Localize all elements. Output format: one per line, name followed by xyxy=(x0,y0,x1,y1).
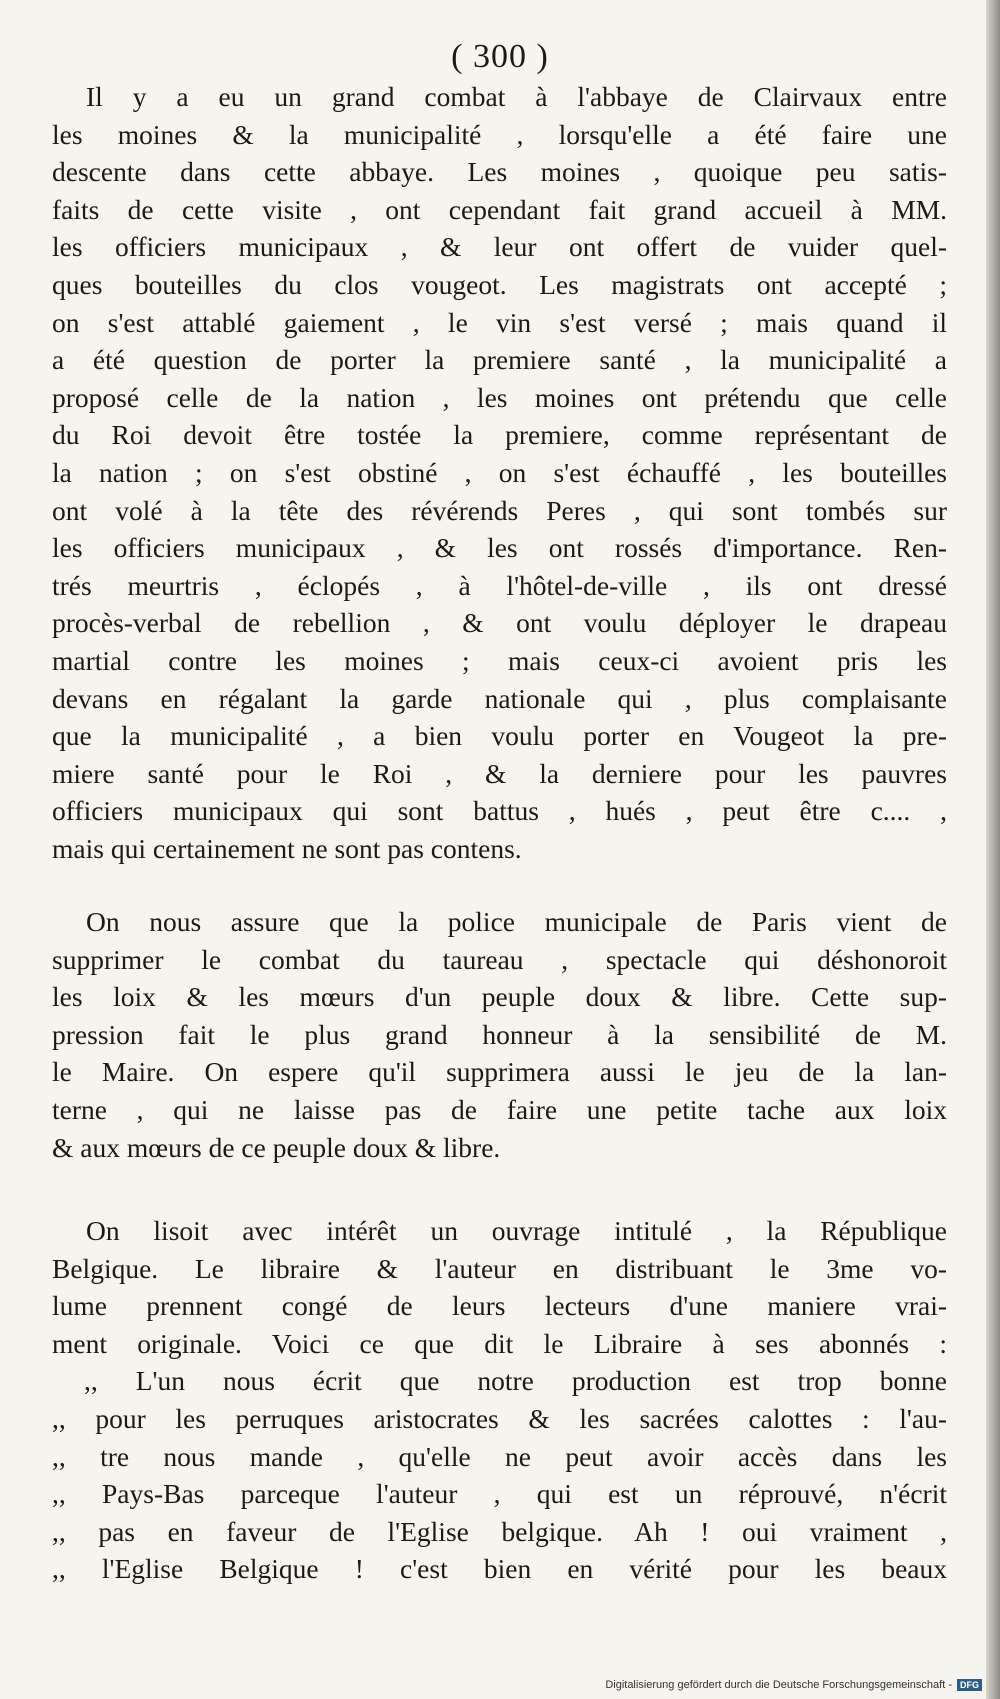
text-line: proposé celle de la nation , les moines ont prétendu que celle xyxy=(52,381,947,413)
text-line: procès-verbal de rebellion , & ont voulu déployer le drapeau xyxy=(52,607,947,639)
quote-line: ,, pas en faveur de l'Eglise belgique. Ah ! oui vraiment , xyxy=(52,1515,947,1547)
credit-text: Digitalisierung gefördert durch die Deutsche Forschungsgemeinschaft - xyxy=(605,1679,952,1691)
quote-line: ,, l'Eglise Belgique ! c'est bien en vérité pour les beaux xyxy=(52,1553,947,1585)
paragraph-republique-belgique xyxy=(52,1212,947,1588)
text-line: officiers municipaux qui sont battus , hués , peut être c.... , xyxy=(52,795,947,827)
page-edge-shadow xyxy=(986,0,1000,1699)
text-line: & aux mœurs de ce peuple doux & libre. xyxy=(52,1131,501,1163)
text-line: On lisoit avec intérêt un ouvrage intitulé , la République xyxy=(86,1215,947,1246)
text-line: ques bouteilles du clos vougeot. Les magistrats ont accepté ; xyxy=(52,268,947,300)
quote-line: ,, pour les perruques aristocrates & les sacrées calottes : l'au- xyxy=(52,1402,947,1434)
text-line: les loix & les mœurs d'un peuple doux & libre. Cette sup- xyxy=(52,981,947,1013)
text-line: le Maire. On espere qu'il supprimera aussi le jeu de la lan- xyxy=(52,1056,947,1088)
text-line: On nous assure que la police municipale de Paris vient de xyxy=(86,906,947,937)
text-line: trés meurtris , éclopés , à l'hôtel-de-ville , ils ont dressé xyxy=(52,569,947,601)
text-line: Il y a eu un grand combat à l'abbaye de Clairvaux entre xyxy=(86,81,947,112)
text-line: pression fait le plus grand honneur à la sensibilité de M. xyxy=(52,1018,947,1050)
text-line: supprimer le combat du taureau , spectacle qui déshonoroit xyxy=(52,943,947,975)
text-line: les moines & la municipalité , lorsqu'elle a été faire une xyxy=(52,118,947,150)
text-line: martial contre les moines ; mais ceux-ci avoient pris les xyxy=(52,644,947,676)
quote-line: ,, Pays-Bas parceque l'auteur , qui est un réprouvé, n'écrit xyxy=(52,1478,947,1510)
text-line: que la municipalité , a bien voulu porter en Vougeot la pre- xyxy=(52,720,947,752)
text-line: du Roi devoit être tostée la premiere, comme représentant de xyxy=(52,419,947,451)
dfg-logo-icon: DFG xyxy=(957,1679,982,1691)
paragraph-clairvaux xyxy=(52,78,947,867)
text-line: ment originale. Voici ce que dit le Libraire à ses abonnés : xyxy=(52,1327,947,1359)
text-line: mais qui certainement ne sont pas contens. xyxy=(52,832,522,864)
text-line: lume prennent congé de leurs lecteurs d'une maniere vrai- xyxy=(52,1290,947,1322)
text-line: terne , qui ne laisse pas de faire une petite tache aux loix xyxy=(52,1093,947,1125)
digitization-credit xyxy=(605,1679,982,1691)
quote-line: ,, tre nous mande , qu'elle ne peut avoir accès dans les xyxy=(52,1440,947,1472)
text-line: on s'est attablé gaiement , le vin s'est versé ; mais quand il xyxy=(52,306,947,338)
text-line: les officiers municipaux , & les ont rossés d'importance. Ren- xyxy=(52,532,947,564)
text-line: Belgique. Le libraire & l'auteur en distribuant le 3me vo- xyxy=(52,1252,947,1284)
text-line: descente dans cette abbaye. Les moines , quoique peu satis- xyxy=(52,156,947,188)
text-line: ont volé à la tête des révérends Peres , qui sont tombés sur xyxy=(52,494,947,526)
quote-line: ,, L'un nous écrit que notre production est trop bonne xyxy=(84,1365,947,1397)
text-line: devans en régalant la garde nationale qui , plus complaisante xyxy=(52,682,947,714)
text-line: faits de cette visite , ont cependant fait grand accueil à MM. xyxy=(52,193,947,225)
text-line: la nation ; on s'est obstiné , on s'est échauffé , les bouteilles xyxy=(52,456,947,488)
page-number: ( 300 ) xyxy=(451,38,549,75)
text-line: miere santé pour le Roi , & la derniere pour les pauvres xyxy=(52,757,947,789)
text-line: a été question de porter la premiere santé , la municipalité a xyxy=(52,344,947,376)
text-line: les officiers municipaux , & leur ont offert de vuider quel- xyxy=(52,231,947,263)
paragraph-police-municipale xyxy=(52,903,947,1166)
